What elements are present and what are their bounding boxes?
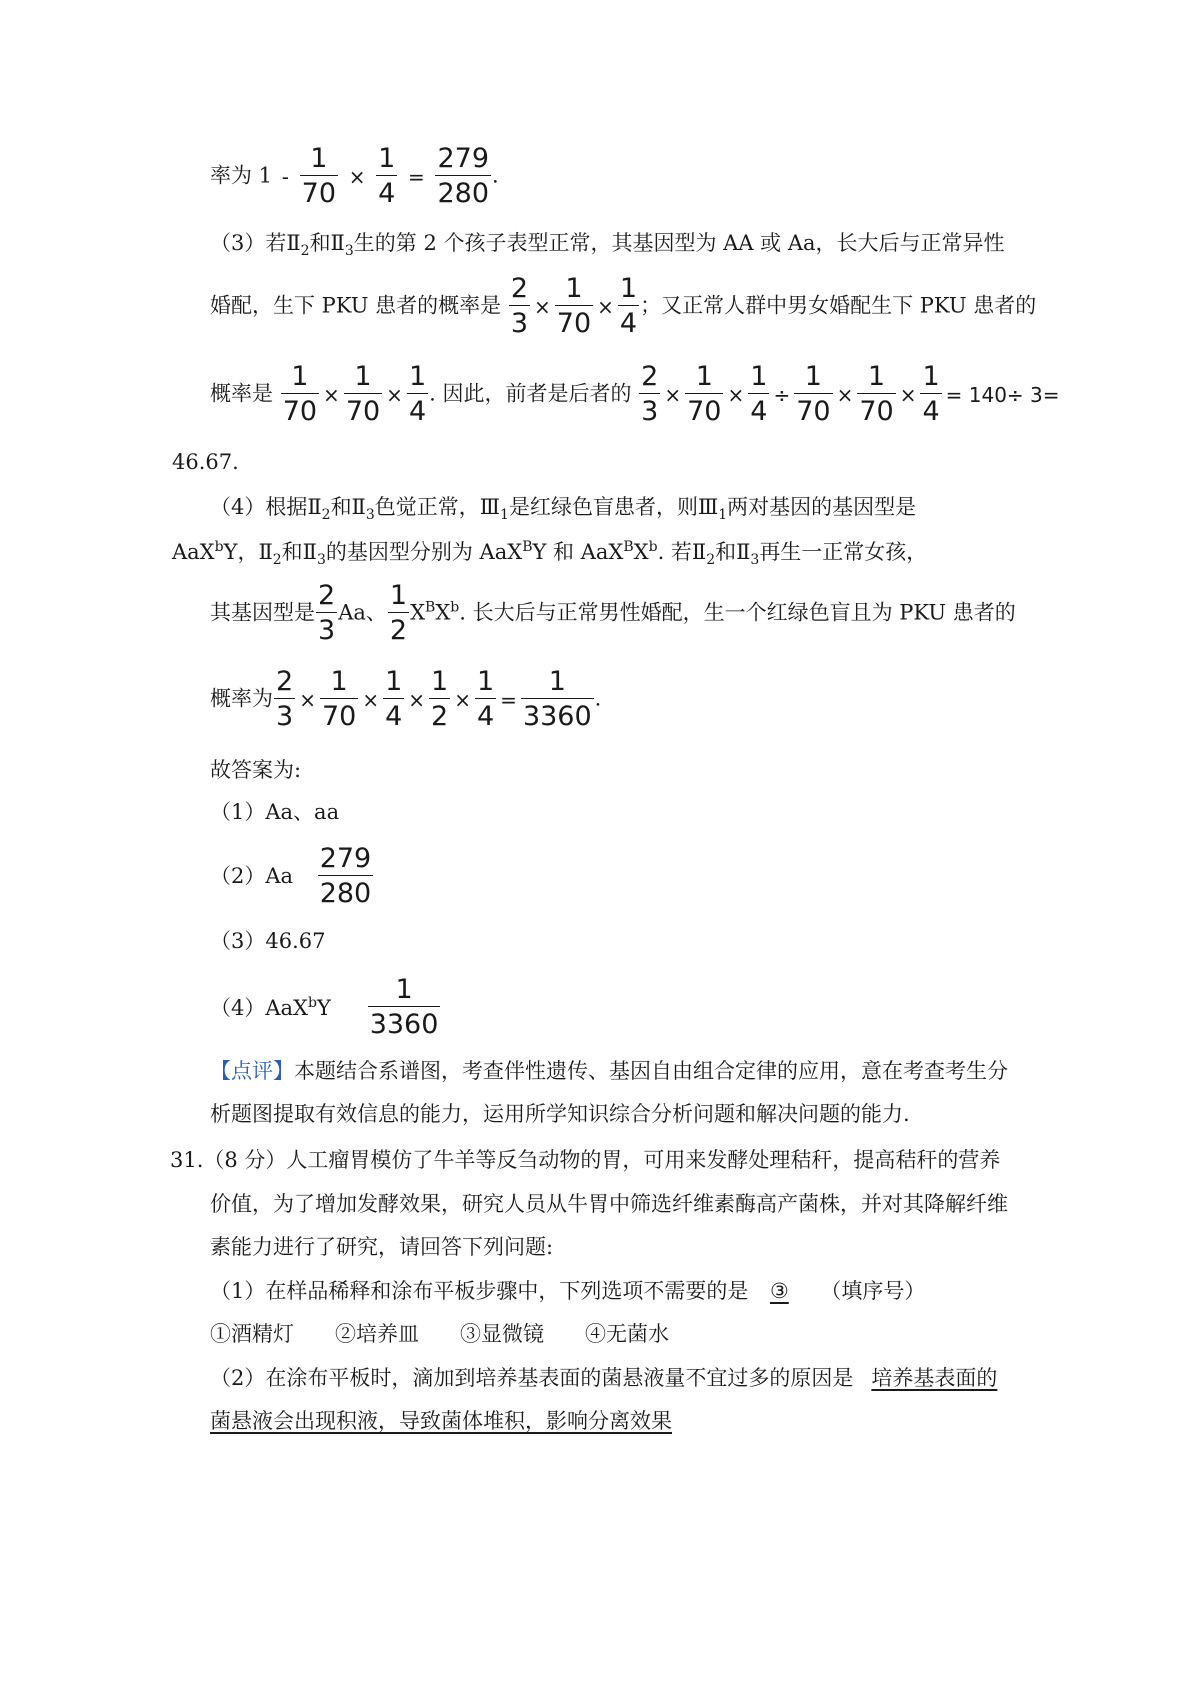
p3-line2: 婚配，生下 PKU 患者的概率是 $\frac{2}{3}$ × $\frac{1}{70}$ × $\frac{1}{4}$ ；又正常人群中男女婚配生下 PKU 患者的 [210, 273, 1037, 340]
p3-line4: 46.67. [172, 450, 239, 474]
comment-line2: 析题图提取有效信息的能力，运用所学知识综合分析问题和解决问题的能力. [210, 1102, 910, 1126]
comment-tag: 【点评】 [210, 1059, 294, 1083]
q31-sub2-cont [210, 1411, 692, 1432]
q31-options: ①酒精灯 ②培养皿 ③显微镜 ④无菌水 [210, 1322, 669, 1346]
minus-sign: - [281, 164, 289, 189]
times-sign: × [348, 164, 366, 189]
p4-line2: AaX$^b$Y，$Ⅱ_2$和$Ⅱ_3$的基因型分别为 AaX$^B$Y 和 $AaX^BX^b$. 若$Ⅱ_2$和$Ⅱ_3$再生一正常女孩， [172, 539, 928, 569]
p4-line4: 概率为 $\frac{2}{3}$ × $\frac{1}{70}$ × $\frac{1}{4}$ × $\frac{1}{2}$ × $\frac{1}{4}$ = $\frac{1}{3360}$ . [210, 666, 602, 733]
equals-sign: = [408, 164, 425, 189]
p4-line3: 其基因型是 $\frac{2}{3}$ Aa、 $\frac{1}{2}$ $X^BX^b$. 长大后与正常男性婚配，生一个红绿色盲且为 PKU 患者的 [210, 580, 1016, 647]
q31-line1: 31.（8 分）人工瘤胃模仿了牛羊等反刍动物的胃，可用来发酵处理秸秆，提高秸秆的营养 [170, 1148, 1001, 1172]
q31-line3: 素能力进行了研究，请回答下列问题: [210, 1235, 554, 1259]
p4-line1: （4）根据$Ⅱ_2$和$Ⅱ_3$色觉正常，$Ⅲ_1$是红绿色盲患者，则$Ⅲ_1$两对基因的基因型是 [210, 495, 917, 524]
answers-title: 故答案为: [210, 758, 302, 782]
text: 率为 1 [210, 163, 273, 188]
fraction: $\frac{279}{280}$ [437, 143, 490, 210]
q31-line2: 价值，为了增加发酵效果，研究人员从牛胃中筛选纤维素酶高产菌株，并对其降解纤维 [210, 1192, 1008, 1216]
answer-4: （4）AaX$^b$Y $\frac{1}{3360}$ [210, 974, 439, 1041]
q31-sub1: （1）在样品稀释和涂布平板步骤中，下列选项不需要的是 ③ （填序号） [210, 1279, 926, 1303]
line-probability-1: 率为 1 - $\frac{1}{70}$ × $\frac{1}{4}$ = $\frac{279}{280}$ . [210, 143, 499, 210]
q31-sub2: （2）在涂布平板时，滴加到培养基表面的菌悬液量不宜过多的原因是 培养基表面的 [210, 1366, 998, 1390]
p3-line3: 概率是 $\frac{1}{70}$ × $\frac{1}{70}$ × $\frac{1}{4}$ . 因此，前者是后者的 $\frac{2}{3}$ × $\frac{1}{70}$ × $\frac{1}{4}$ ÷ $\frac{1}{70}$ × $\frac{1}{70}$ × $\frac{1}{4}$ = 140÷ 3= [210, 361, 1060, 428]
fraction: $\frac{1}{4}$ [378, 143, 396, 210]
answer-3: （3）46.67 [210, 929, 326, 953]
answer-1: （1）Aa、aa [210, 800, 340, 824]
p3-line1: （3）若$Ⅱ_2$和$Ⅱ_3$生的第 2 个孩子表型正常，其基因型为 AA 或 Aa，长大后与正常异性 [210, 231, 1005, 260]
answer-text-1: 培养基表面的 [871, 1366, 998, 1390]
answer-text-2: 菌悬液会出现积液，导致菌体堆积，影响分离效果 [210, 1409, 672, 1433]
fraction: $\frac{1}{70}$ [301, 143, 336, 210]
answer-blank: ③ [769, 1279, 789, 1303]
answer-2: （2）Aa $\frac{279}{280}$ [210, 843, 372, 910]
comment-line1: 【点评】本题结合系谱图，考查伴性遗传、基因自由组合定律的应用，意在考查考生分 [210, 1059, 1008, 1083]
